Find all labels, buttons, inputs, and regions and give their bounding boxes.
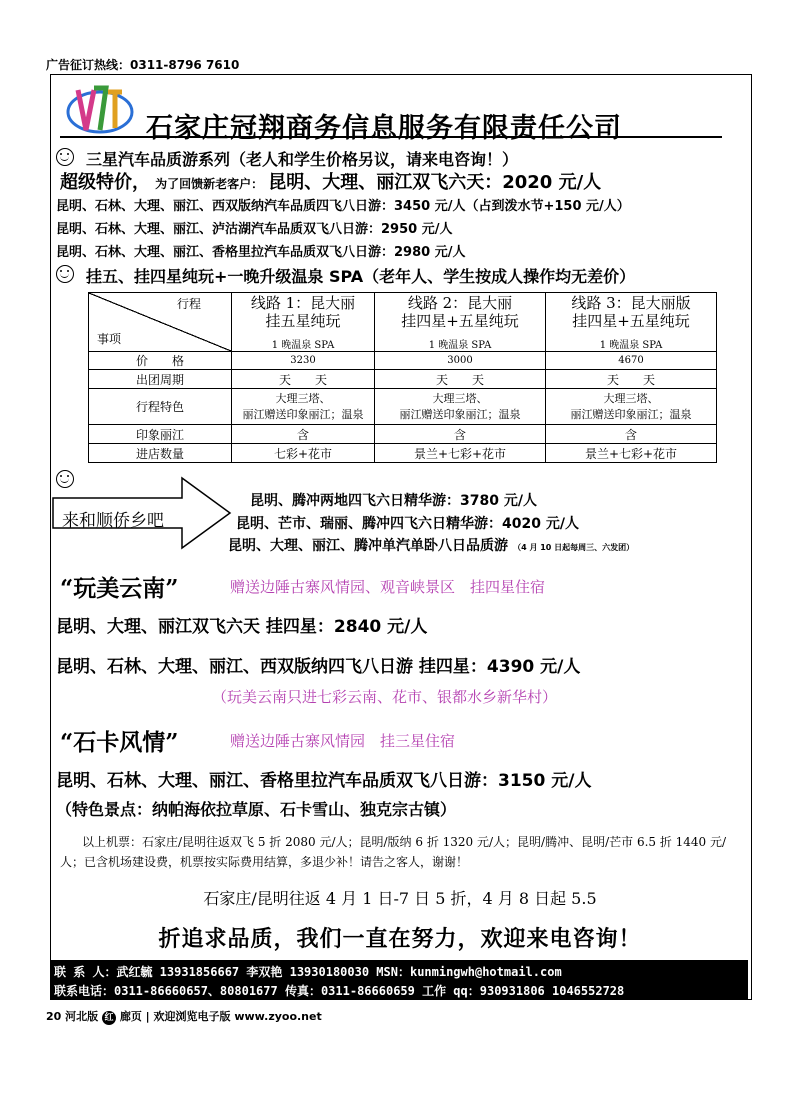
table-cell: 大理三塔、 丽江赠送印象丽江；温泉 bbox=[375, 389, 546, 425]
corner-top-label: 行程 bbox=[176, 297, 201, 311]
wanmei-title: “玩美云南” bbox=[60, 575, 179, 602]
table-corner bbox=[89, 293, 232, 352]
table-cell: 大理三塔、 丽江赠送印象丽江；温泉 bbox=[232, 389, 375, 425]
contact-line: 联系电话：0311-86660657、80801677 传真：0311-86660659 工作 qq：930931806 1046552728 bbox=[54, 984, 625, 998]
table-row bbox=[89, 425, 717, 444]
company-name: 石家庄冠翔商务信息服务有限责任公司 bbox=[146, 113, 622, 144]
super-special-route: 昆明、大理、丽江双飞六天：2020 元/人 bbox=[268, 172, 602, 193]
shika-gift: 赠送边陲古寨风情园 挂三星住宿 bbox=[230, 732, 456, 750]
super-special-line bbox=[60, 168, 601, 194]
table-cell: 含 bbox=[375, 425, 546, 444]
route-sub: 1 晚温泉 SPA bbox=[599, 339, 663, 351]
table-cell: 4670 bbox=[546, 352, 717, 370]
footer-section: 廊页 bbox=[119, 1010, 142, 1023]
table-row bbox=[89, 389, 717, 425]
company-logo-icon bbox=[64, 82, 134, 136]
table-row bbox=[89, 444, 717, 463]
table-row bbox=[89, 370, 717, 389]
row-label: 行程特色 bbox=[89, 389, 232, 425]
shika-features: （特色景点：纳帕海依拉草原、石卡雪山、独克宗古镇） bbox=[56, 800, 457, 819]
wanmei-note: （玩美云南只进七彩云南、花市、银都水乡新华村） bbox=[212, 688, 558, 706]
section1-line: 昆明、石林、大理、丽江、香格里拉汽车品质双飞八日游：2980 元/人 bbox=[56, 245, 466, 260]
table-cell: 景兰+七彩+花市 bbox=[546, 444, 717, 463]
row-label: 出团周期 bbox=[89, 370, 232, 389]
route-header bbox=[375, 293, 546, 352]
wanmei-line: 昆明、石林、大理、丽江、西双版纳四飞八日游 挂四星：4390 元/人 bbox=[56, 657, 581, 677]
table-cell: 3230 bbox=[232, 352, 375, 370]
row-label: 印象丽江 bbox=[89, 425, 232, 444]
route-sub: 1 晚温泉 SPA bbox=[428, 339, 492, 351]
arrow-label: 来和顺侨乡吧 bbox=[62, 511, 164, 531]
smiley-icon bbox=[56, 148, 74, 166]
route-title-2: 挂五星纯玩 bbox=[265, 311, 341, 330]
wanmei-line: 昆明、大理、丽江双飞六天 挂四星：2840 元/人 bbox=[56, 617, 428, 637]
section3-line: 昆明、芒市、瑞丽、腾冲四飞六日精华游：4020 元/人 bbox=[236, 516, 579, 532]
contact-bar bbox=[50, 960, 748, 1000]
route-title-1: 线路 2：昆大丽 bbox=[407, 293, 513, 312]
table-cell: 天 天 bbox=[375, 370, 546, 389]
super-special-prefix: 超级特价， bbox=[60, 172, 150, 193]
route-title-1: 线路 1：昆大丽 bbox=[250, 293, 356, 312]
route-sub: 1 晚温泉 SPA bbox=[271, 339, 335, 351]
table-cell: 天 天 bbox=[232, 370, 375, 389]
page-number: 20 bbox=[46, 1010, 62, 1023]
section3-line-text: 昆明、大理、丽江、腾冲单汽单卧八日品质游 bbox=[228, 538, 508, 554]
edition: 河北版 bbox=[65, 1010, 99, 1023]
ad-hotline: 广告征订热线：0311-8796 7610 bbox=[46, 58, 240, 72]
table-cell: 含 bbox=[546, 425, 717, 444]
table-cell: 大理三塔、 丽江赠送印象丽江；温泉 bbox=[546, 389, 717, 425]
table-cell: 七彩+花市 bbox=[232, 444, 375, 463]
route-title-2: 挂四星+五星纯玩 bbox=[572, 311, 690, 330]
wanmei-gift: 赠送边陲古寨风情园、观音峡景区 挂四星住宿 bbox=[230, 578, 546, 596]
section1-line: 昆明、石林、大理、丽江、泸沽湖汽车品质双飞八日游：2950 元/人 bbox=[56, 222, 453, 237]
route-header bbox=[232, 293, 375, 352]
slogan: 折追求品质，我们一直在努力，欢迎来电咨询！ bbox=[158, 927, 642, 952]
title-underline bbox=[60, 136, 722, 138]
badge-icon: 红 bbox=[102, 1011, 116, 1025]
section3-line-note: （4 月 10 日起每周三、六发团） bbox=[513, 543, 635, 552]
shika-line: 昆明、石林、大理、丽江、香格里拉汽车品质双飞八日游：3150 元/人 bbox=[56, 771, 592, 791]
shika-title: “石卡风情” bbox=[60, 729, 179, 756]
page-footer: 20 河北版 红 廊页 | 欢迎浏览电子版 www.zyoo.net bbox=[46, 1010, 322, 1023]
discount-line: 石家庄/昆明往返 4 月 1 日-7 日 5 折，4 月 8 日起 5.5 bbox=[203, 889, 597, 908]
corner-bottom-label: 事项 bbox=[97, 332, 122, 346]
route-header bbox=[546, 293, 717, 352]
table-cell: 天 天 bbox=[546, 370, 717, 389]
footer-text: 欢迎浏览电子版 www.zyoo.net bbox=[153, 1010, 322, 1023]
table-row bbox=[89, 352, 717, 370]
section1-line: 昆明、石林、大理、丽江、西双版纳汽车品质四飞八日游：3450 元/人（占到泼水节+150 元/人） bbox=[56, 199, 630, 214]
smiley-icon bbox=[56, 265, 74, 283]
contact-line: 联 系 人：武红毓 13931856667 李双艳 13930180030 MSN：kunmingwh@hotmail.com bbox=[54, 965, 562, 979]
route-table bbox=[88, 292, 717, 463]
row-label: 价 格 bbox=[89, 352, 232, 370]
route-title-1: 线路 3：昆大丽版 bbox=[571, 293, 691, 312]
route-title-2: 挂四星+五星纯玩 bbox=[401, 311, 519, 330]
ticket-note: 以上机票：石家庄/昆明往返双飞 5 折 2080 元/人；昆明/版纳 6 折 1320 元/人；昆明/腾冲、昆明/芒市 6.5 折 1440 元/人；已含机场建设费，机票按实际费用结算，多退少补！请告之客人，谢谢！ bbox=[60, 835, 727, 869]
section3-line: 昆明、腾冲两地四飞六日精华游：3780 元/人 bbox=[250, 493, 537, 509]
section1-title: 三星汽车品质游系列（老人和学生价格另议，请来电咨询！） bbox=[86, 150, 519, 169]
super-special-small: 为了回馈新老客户： bbox=[155, 177, 264, 191]
section2-title: 挂五、挂四星纯玩+一晚升级温泉 SPA（老年人、学生按成人操作均无差价） bbox=[86, 267, 636, 286]
table-cell: 景兰+七彩+花市 bbox=[375, 444, 546, 463]
row-label: 进店数量 bbox=[89, 444, 232, 463]
table-cell: 3000 bbox=[375, 352, 546, 370]
section3-line bbox=[228, 535, 634, 555]
table-cell: 含 bbox=[232, 425, 375, 444]
